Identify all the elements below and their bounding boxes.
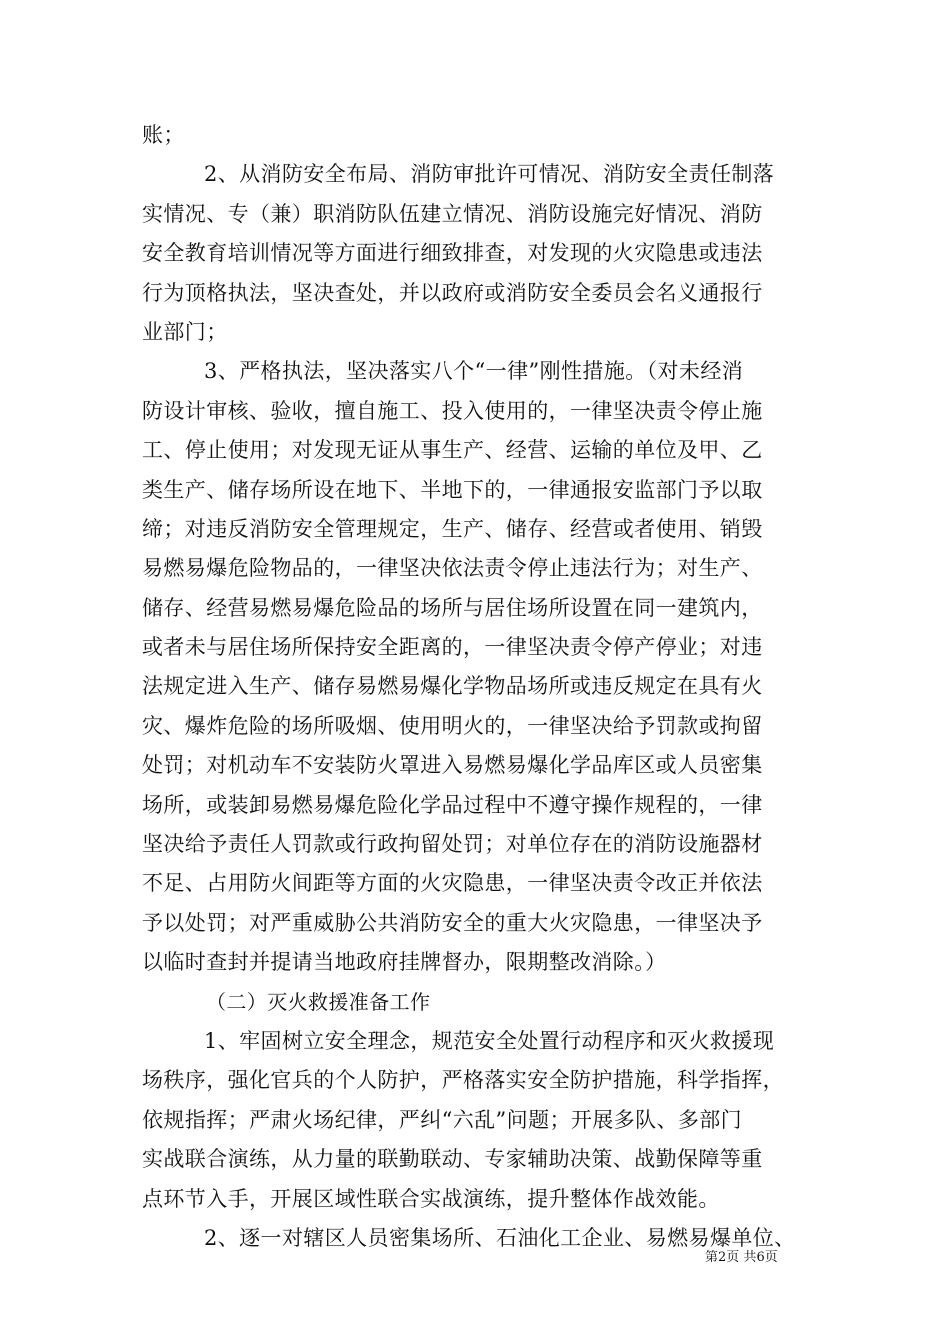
text-line: 处罚；对机动车不安装防火罩进入易燃易爆化学品库区或人员密集 — [142, 753, 763, 778]
text-line: 安全教育培训情况等方面进行细致排查，对发现的火灾隐患或违法 — [142, 241, 763, 266]
text-line: 以临时查封并提请当地政府挂牌督办，限期整改消除。） — [142, 950, 667, 975]
body-text — [142, 116, 810, 1258]
text-line: 工、停止使用；对发现无证从事生产、经营、运输的单位及甲、乙 — [142, 438, 763, 463]
paragraph-2b-start: 2、逐一对辖区人员密集场所、石油化工企业、易燃易爆单位、 — [204, 1225, 796, 1250]
text-line: 业部门； — [142, 319, 228, 344]
footer-prefix: 第 — [705, 1250, 719, 1265]
page-number-footer — [705, 1246, 778, 1265]
text-line: 坚决给予责任人罚款或行政拘留处罚；对单位存在的消防设施器材 — [142, 832, 763, 857]
text-line: 场秩序，强化官兵的个人防护，严格落实安全防护措施，科学指挥， — [142, 1068, 784, 1093]
text-line: 储存、经营易燃易爆危险品的场所与居住场所设置在同一建筑内， — [142, 595, 763, 620]
paragraph-1-start: 1、牢固树立安全理念，规范安全处置行动程序和灭火救援现 — [204, 1028, 775, 1053]
footer-suffix: 页 — [764, 1250, 778, 1265]
paragraph-2-start: 2、从消防安全布局、消防审批许可情况、消防安全责任制落 — [204, 162, 775, 187]
text-line: 行为顶格执法，坚决查处，并以政府或消防安全委员会名义通报行 — [142, 280, 763, 305]
section-heading: （二）灭火救援准备工作 — [206, 989, 431, 1014]
paragraph-3-start: 3、严格执法，坚决落实八个“一律”刚性措施。（对未经消 — [204, 359, 744, 384]
footer-middle: 页 共 — [726, 1250, 757, 1265]
current-page-number: 2 — [718, 1250, 727, 1265]
text-line: 账； — [142, 123, 185, 147]
text-line: 或者未与居住场所保持安全距离的，一律坚决责令停产停业；对违 — [142, 635, 763, 660]
text-line: 点环节入手，开展区域性联合实战演练，提升整体作战效能。 — [142, 1186, 720, 1211]
text-line: 实战联合演练，从力量的联勤联动、专家辅助决策、战勤保障等重 — [142, 1147, 763, 1172]
text-line: 不足、占用防火间距等方面的火灾隐患，一律坚决责令改正并依法 — [142, 871, 763, 896]
text-line: 依规指挥；严肃火场纪律，严纠“六乱”问题；开展多队、多部门 — [142, 1107, 743, 1132]
text-line: 易燃易爆危险物品的，一律坚决依法责令停止违法行为；对生产、 — [142, 556, 763, 581]
text-line: 灾、爆炸危险的场所吸烟、使用明火的，一律坚决给予罚款或拘留 — [142, 713, 763, 738]
text-line: 实情况、专（兼）职消防队伍建立情况、消防设施完好情况、消防 — [142, 201, 763, 226]
text-line: 缔；对违反消防安全管理规定，生产、储存、经营或者使用、销毁 — [142, 516, 763, 541]
text-line: 予以处罚；对严重威胁公共消防安全的重大火灾隐患，一律坚决予 — [142, 910, 763, 935]
text-line: 场所，或装卸易燃易爆危险化学品过程中不遵守操作规程的，一律 — [142, 792, 763, 817]
text-line: 防设计审核、验收，擅自施工、投入使用的，一律坚决责令停止施 — [142, 398, 763, 423]
total-pages-number: 6 — [756, 1250, 765, 1265]
text-line: 类生产、储存场所设在地下、半地下的，一律通报安监部门予以取 — [142, 477, 763, 502]
text-line: 法规定进入生产、储存易燃易爆化学物品场所或违反规定在具有火 — [142, 674, 763, 699]
